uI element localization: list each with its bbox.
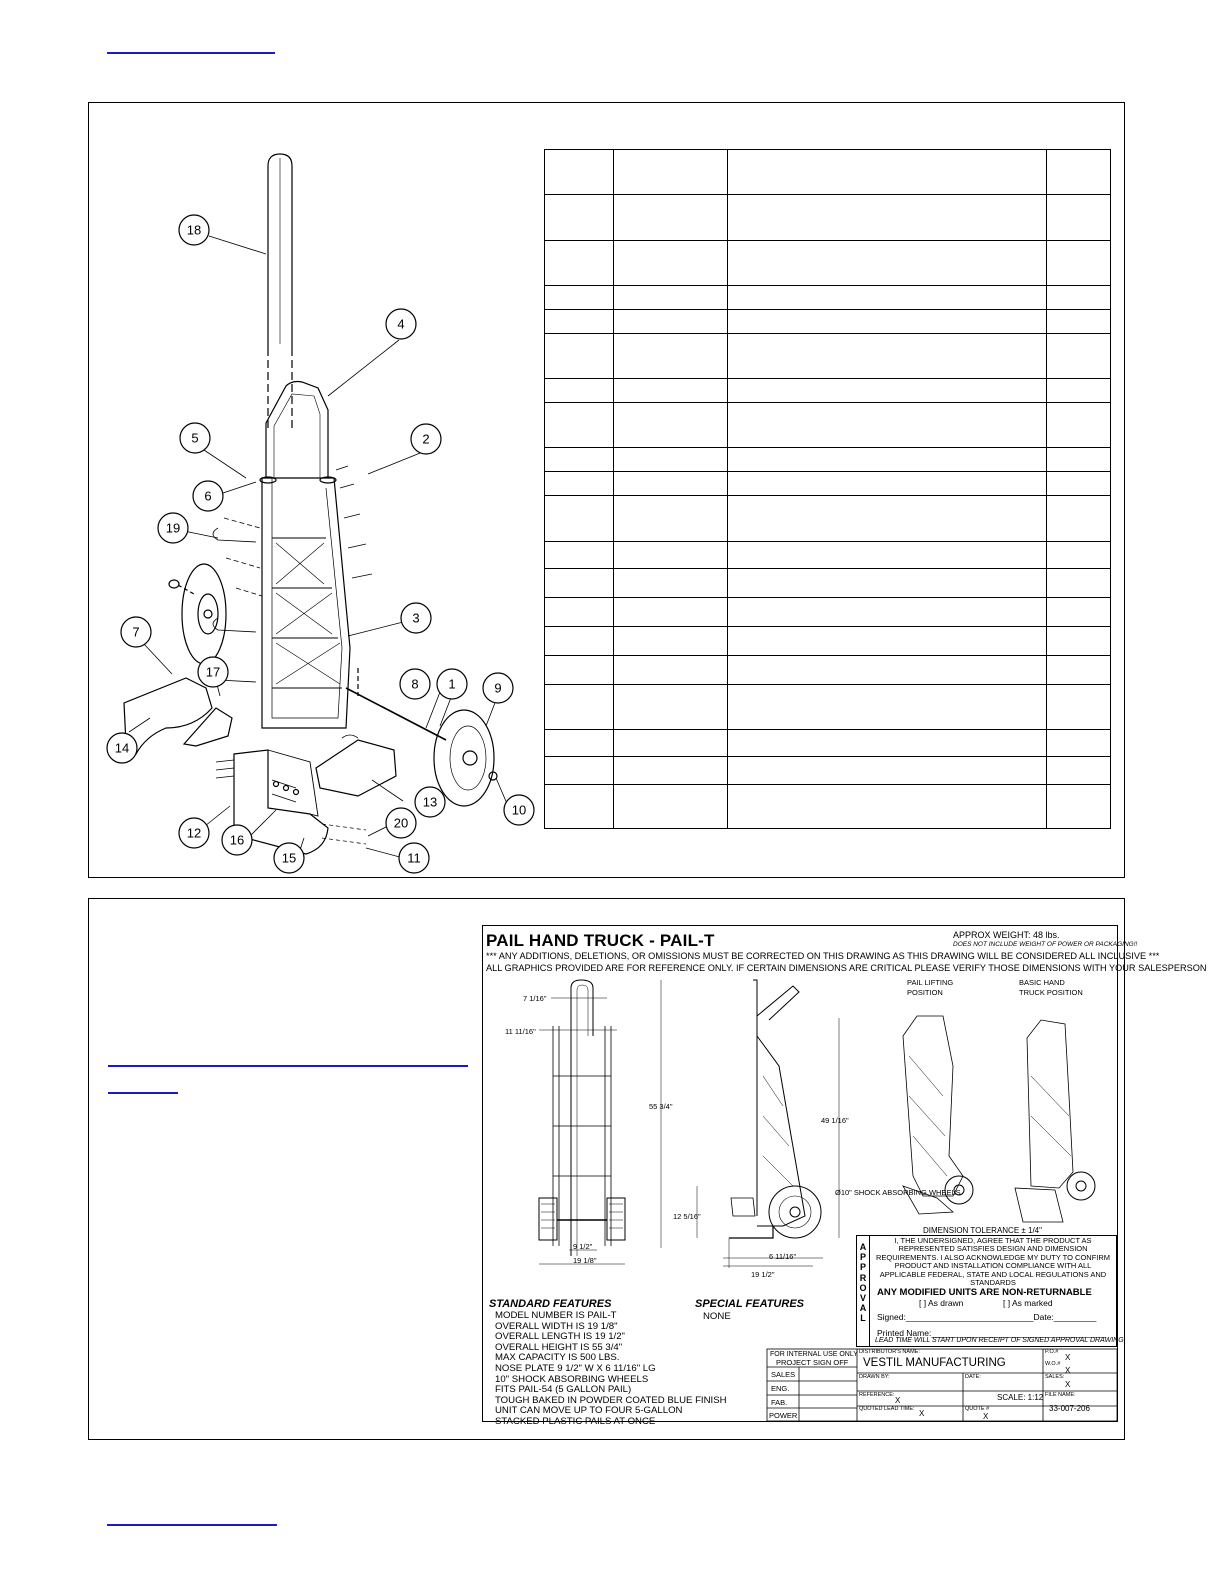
feature-item: OVERALL WIDTH IS 19 1/8"	[495, 1320, 618, 1332]
basic-hand-label: BASIC HAND TRUCK POSITION	[1019, 978, 1083, 997]
drawn-by-label: DRAWN BY:	[859, 1374, 890, 1380]
approx-weight: APPROX WEIGHT: 48 lbs.	[953, 930, 1060, 940]
callout-20	[386, 808, 416, 838]
distributor-name: VESTIL MANUFACTURING	[863, 1357, 1006, 1369]
quoted-lead-time-label: QUOTED LEAD TIME:	[859, 1406, 915, 1412]
svg-text:4: 4	[397, 316, 405, 332]
sales-value: X	[1065, 1380, 1071, 1389]
table-row	[545, 542, 1111, 569]
power-row: POWER	[769, 1411, 798, 1420]
pail-lifting-label: PAIL LIFTING POSITION	[907, 978, 954, 997]
reference-value: X	[895, 1396, 901, 1405]
project-sign-off: PROJECT SIGN OFF	[776, 1358, 849, 1367]
notice-line-2: ALL GRAPHICS PROVIDED ARE FOR REFERENCE ONLY. IF CERTAIN DIMENSIONS ARE CRITICAL PLEASE VERIFY THOSE DIMENSIONS WITH YOUR SALESPERSON	[486, 963, 1207, 973]
special-features-title: SPECIAL FEATURES	[695, 1298, 804, 1310]
standard-features-list	[495, 1311, 727, 1428]
drawing-title: PAIL HAND TRUCK - PAIL-T	[486, 931, 715, 950]
printed-name-line[interactable]: Printed Name:_____________________________________	[877, 1328, 1107, 1338]
dim-19-1-2: 19 1/2"	[751, 1270, 775, 1279]
dim-19-1-8: 19 1/8"	[573, 1256, 597, 1265]
feature-item: FITS PAIL-54 (5 GALLON PAIL)	[495, 1384, 632, 1396]
svg-text:16: 16	[229, 832, 245, 848]
spec-link-underline[interactable]	[108, 1065, 468, 1067]
callout-11	[399, 843, 429, 873]
notice	[486, 950, 1207, 974]
callout-16	[222, 825, 252, 855]
table-row	[545, 150, 1111, 195]
feature-item: OVERALL LENGTH IS 19 1/2"	[495, 1331, 625, 1343]
svg-text:8: 8	[411, 676, 419, 692]
table-row	[545, 472, 1111, 496]
bottom-link-underline[interactable]	[107, 1524, 277, 1526]
signed-line[interactable]: Signed:___________________________Date:_________	[877, 1312, 1097, 1322]
approval-word: APPROVAL	[859, 1242, 867, 1324]
callout-19	[158, 513, 188, 543]
date-label: DATE:	[965, 1374, 981, 1380]
as-drawn-checkbox[interactable]: [ ] As drawn	[919, 1298, 964, 1308]
sales-label: SALES:	[1045, 1374, 1065, 1380]
table-row	[545, 310, 1111, 334]
table-row	[545, 286, 1111, 310]
distributor-label: DISTRIBUTOR'S NAME:	[859, 1349, 920, 1355]
table-row	[545, 448, 1111, 472]
callout-9	[483, 673, 513, 703]
feature-item: TOUGH BAKED IN POWDER COATED BLUE FINISH	[495, 1394, 727, 1406]
table-row	[545, 379, 1111, 403]
feature-item: NOSE PLATE 9 1/2" W X 6 11/16" LG	[495, 1362, 656, 1374]
callout-7	[121, 617, 151, 647]
spec-link-underline-2[interactable]	[108, 1092, 178, 1094]
svg-text:15: 15	[281, 850, 297, 866]
dim-11-11-16: 11 11/16"	[505, 1027, 536, 1036]
parts-list-table	[544, 149, 1111, 829]
svg-text:11: 11	[407, 850, 421, 866]
po-value: X	[1065, 1353, 1071, 1362]
table-row	[545, 757, 1111, 785]
sales-row: SALES	[771, 1370, 796, 1379]
reference-label: REFERENCE:	[859, 1392, 895, 1398]
spec-drawing-sheet	[482, 925, 1207, 1427]
standard-features-title: STANDARD FEATURES	[489, 1298, 612, 1310]
callout-14	[107, 733, 137, 763]
feature-item: MODEL NUMBER IS PAIL-T	[495, 1310, 617, 1321]
svg-text:18: 18	[186, 222, 202, 238]
quote-value: X	[983, 1412, 989, 1421]
dim-7-1-16: 7 1/16"	[523, 994, 547, 1003]
callout-6	[193, 481, 223, 511]
feature-item: STACKED PLASTIC PAILS AT ONCE	[495, 1415, 656, 1427]
eng-row: ENG.	[771, 1384, 790, 1393]
svg-text:1: 1	[448, 676, 456, 692]
feature-item: 10" SHOCK ABSORBING WHEELS	[495, 1373, 649, 1385]
table-row	[545, 685, 1111, 730]
callout-3	[401, 603, 431, 633]
table-row	[545, 598, 1111, 627]
exploded-view-drawing	[96, 148, 536, 878]
scale: SCALE: 1:12	[997, 1393, 1044, 1402]
table-row	[545, 195, 1111, 241]
lead-time-note: LEAD TIME WILL START UPON RECEIPT OF SIGNED APPROVAL DRAWING	[875, 1337, 1124, 1344]
table-row	[545, 334, 1111, 379]
callout-8	[400, 669, 430, 699]
weight-note: DOES NOT INCLUDE WEIGHT OF POWER OR PACKAGING!!	[953, 941, 1138, 948]
po-label: P.O.#	[1045, 1349, 1059, 1355]
callout-2	[411, 424, 441, 454]
callout-12	[179, 818, 209, 848]
as-marked-checkbox[interactable]: [ ] As marked	[1003, 1298, 1053, 1308]
feature-item: OVERALL HEIGHT IS 55 3/4"	[495, 1341, 623, 1353]
file-name-value: 33-007-206	[1049, 1404, 1090, 1413]
table-row	[545, 730, 1111, 757]
svg-text:20: 20	[393, 815, 409, 831]
tolerance: DIMENSION TOLERANCE ± 1/4"	[923, 1226, 1042, 1235]
table-row	[545, 496, 1111, 542]
quote-label: QUOTE #	[965, 1406, 990, 1412]
approval-box	[856, 1235, 1124, 1347]
svg-text:10: 10	[511, 802, 527, 818]
callout-13	[415, 787, 445, 817]
svg-text:9: 9	[494, 680, 502, 696]
notice-line-1: *** ANY ADDITIONS, DELETIONS, OR OMISSIONS MUST BE CORRECTED ON THIS DRAWING AS THIS DRAWING WILL BE CONSIDERED ALL INCLUSIVE ***	[486, 951, 1160, 961]
callout-18	[179, 215, 209, 245]
svg-text:5: 5	[191, 430, 199, 446]
approval-text: I, THE UNDERSIGNED, AGREE THAT THE PRODUCT AS REPRESENTED SATISFIES DESIGN AND DIMENSION REQUIREMENTS. I ALSO ACKNOWLEDGE MY DUTY TO CONFIRM PRODUCT AND INSTALLATION COMPLIANCE WITH ALL APPLICABLE FEDERAL, STATE AND LOCAL REGULATIONS AND STANDARDS	[875, 1236, 1111, 1288]
top-link-underline[interactable]	[107, 52, 275, 54]
quoted-lead-time-value: X	[919, 1409, 925, 1418]
svg-text:12: 12	[186, 825, 202, 841]
svg-text:19: 19	[165, 520, 181, 536]
non-returnable: ANY MODIFIED UNITS ARE NON-RETURNABLE	[877, 1287, 1092, 1298]
svg-text:6: 6	[204, 488, 212, 504]
fab-row: FAB.	[771, 1398, 788, 1407]
file-name-label: FILE NAME:	[1045, 1392, 1076, 1398]
table-row	[545, 656, 1111, 685]
dim-12-5-16: 12 5/16"	[673, 1212, 701, 1221]
feature-item: UNIT CAN MOVE UP TO FOUR 5-GALLON	[495, 1405, 683, 1417]
svg-text:2: 2	[422, 431, 430, 447]
wo-value: X	[1065, 1366, 1071, 1375]
dim-9-1-2: 9 1/2"	[573, 1242, 593, 1251]
table-row	[545, 241, 1111, 286]
dim-55-3-4: 55 3/4"	[649, 1102, 673, 1111]
internal-use: FOR INTERNAL USE ONLY	[770, 1351, 858, 1358]
svg-text:3: 3	[412, 610, 420, 626]
table-row	[545, 627, 1111, 656]
wheel-note: Ø10" SHOCK ABSORBING WHEELS	[835, 1188, 961, 1197]
table-row	[545, 785, 1111, 829]
callout-1	[437, 669, 467, 699]
feature-item: MAX CAPACITY IS 500 LBS.	[495, 1352, 620, 1364]
approval-label	[857, 1236, 870, 1346]
wo-label: W.O.#	[1045, 1361, 1061, 1367]
svg-text:17: 17	[205, 664, 221, 680]
svg-text:14: 14	[114, 740, 130, 756]
callout-5	[180, 423, 210, 453]
callout-15	[274, 843, 304, 873]
svg-text:13: 13	[422, 794, 438, 810]
callout-10	[504, 795, 534, 825]
callout-17	[198, 657, 228, 687]
callout-4	[386, 309, 416, 339]
special-features-value: NONE	[703, 1311, 731, 1322]
table-row	[545, 403, 1111, 448]
table-row	[545, 569, 1111, 598]
svg-text:7: 7	[132, 624, 140, 640]
dim-49-1-16: 49 1/16"	[821, 1116, 849, 1125]
dim-6-11-16: 6 11/16"	[769, 1252, 797, 1261]
